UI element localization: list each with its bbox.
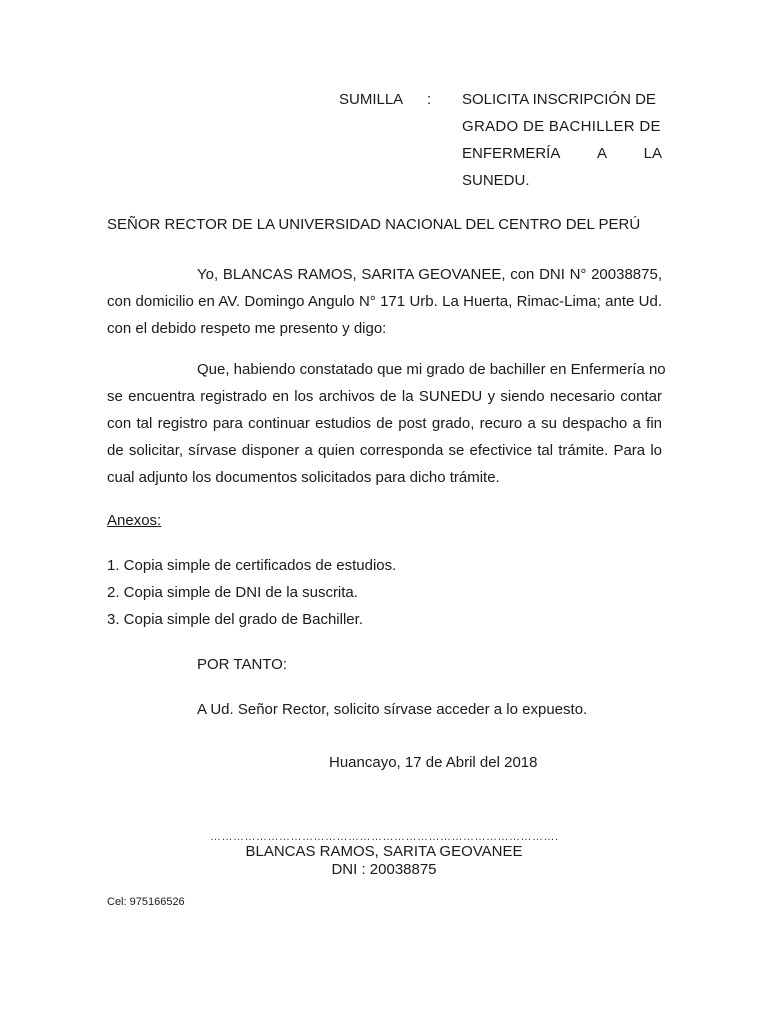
sumilla-word: LA: [643, 145, 662, 162]
annex-item: 1. Copia simple de certificados de estudios.: [107, 557, 397, 574]
annexes-title: Anexos:: [107, 512, 162, 529]
addressee: SEÑOR RECTOR DE LA UNIVERSIDAD NACIONAL DEL CENTRO DEL PERÚ: [107, 216, 641, 233]
paragraph-line: Que, habiendo constatado que mi grado de bachiller en Enfermería no: [197, 361, 666, 378]
sumilla-label: SUMILLA: [339, 91, 404, 108]
sumilla-line: [462, 145, 662, 163]
annex-item: 2. Copia simple de DNI de la suscrita.: [107, 584, 358, 601]
paragraph-line: con domicilio en AV. Domingo Angulo N° 171 Urb. La Huerta, Rimac-Lima; ante Ud.: [107, 293, 662, 310]
sumilla-line: SUNEDU.: [462, 172, 530, 189]
paragraph-request: [107, 356, 666, 491]
signature-line: ……………………………………………………………………………….: [210, 831, 559, 843]
annex-item: 3. Copia simple del grado de Bachiller.: [107, 611, 363, 628]
signer-dni: DNI : 20038875: [331, 861, 437, 878]
sumilla-line: GRADO DE BACHILLER DE: [462, 118, 661, 135]
closing-request: A Ud. Señor Rector, solicito sírvase acceder a lo expuesto.: [197, 701, 588, 718]
paragraph-line: cual adjunto los documentos solicitados para dicho trámite.: [107, 469, 500, 486]
paragraph-line: se encuentra registrado en los archivos de la SUNEDU y siendo necesario contar: [107, 388, 662, 405]
paragraph-line: Yo, BLANCAS RAMOS, SARITA GEOVANEE, con DNI N° 20038875,: [197, 266, 662, 283]
paragraph-line: con el debido respeto me presento y digo:: [107, 320, 387, 337]
sumilla-word: ENFERMERÍA: [462, 145, 561, 162]
por-tanto: POR TANTO:: [197, 656, 288, 673]
signer-name: BLANCAS RAMOS, SARITA GEOVANEE: [245, 843, 523, 860]
sumilla-colon: :: [427, 91, 432, 108]
paragraph-line: de solicitar, sírvase disponer a quien corresponda se efectivice tal trámite. Para lo: [107, 442, 662, 459]
sumilla-line: SOLICITA INSCRIPCIÓN DE: [462, 91, 656, 108]
paragraph-line: con tal registro para continuar estudios de post grado, recuro a su despacho a fin: [107, 415, 662, 432]
phone-number: Cel: 975166526: [107, 896, 185, 908]
paragraph-introduction: [107, 261, 662, 342]
place-date: Huancayo, 17 de Abril del 2018: [329, 754, 538, 771]
sumilla-word: A: [596, 145, 607, 162]
